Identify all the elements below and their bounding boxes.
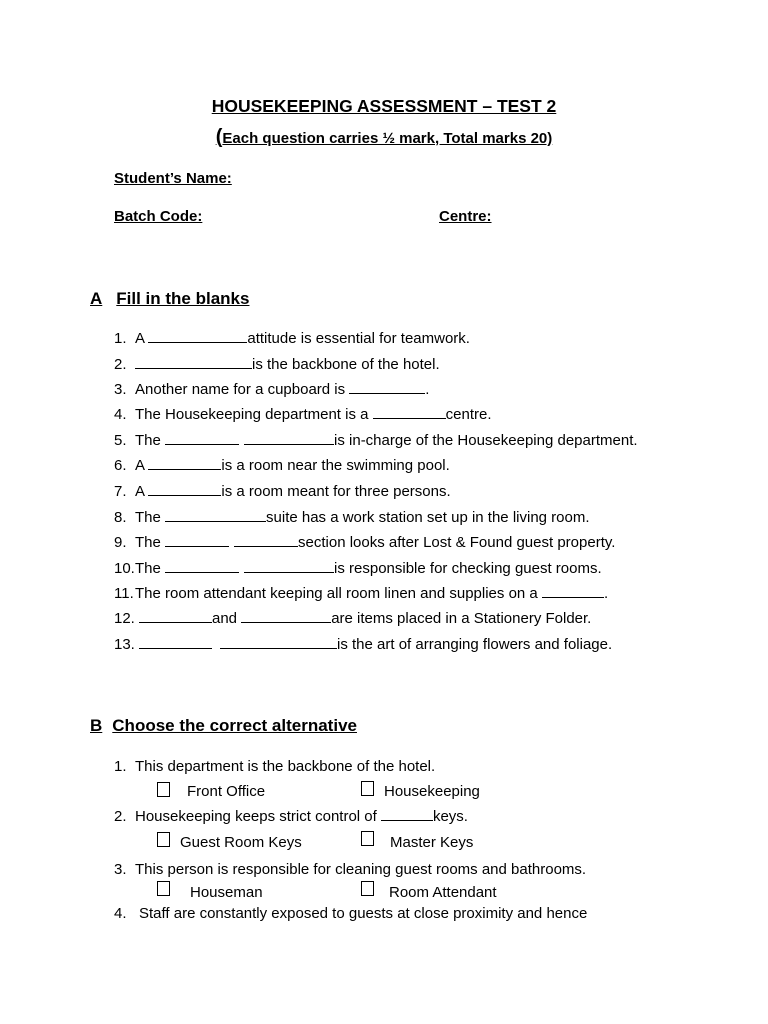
blank-line[interactable] [244,560,334,573]
mcq-question-3: 3. This person is responsible for cleaning guest rooms and bathrooms. [114,861,587,878]
subtitle-text: Each question carries ½ mark, Total marks 20) [222,130,553,147]
mcq-question-4: 4. Staff are constantly exposed to guests at close proximity and hence [114,905,588,922]
section-a-header [90,289,249,309]
blank-line[interactable] [165,432,239,445]
fill-question-6: 6. A is a room near the swimming pool. [114,457,450,474]
blank-line[interactable] [165,560,239,573]
mcq-question-2: 2. Housekeeping keeps strict control of keys. [114,808,468,825]
checkbox-front-office[interactable] [157,782,170,797]
section-a-letter: A [90,289,103,308]
blank-line[interactable] [165,509,266,522]
blank-line[interactable] [244,432,334,445]
blank-line[interactable] [135,356,252,369]
section-b-heading: Choose the correct alternative [112,716,357,735]
blank-line[interactable] [542,585,604,598]
fill-question-13: 13. is the art of arranging flowers and foliage. [114,636,613,653]
checkbox-master-keys[interactable] [361,831,374,846]
blank-line[interactable] [148,483,221,496]
fill-question-3: 3. Another name for a cupboard is . [114,381,430,398]
fill-question-2: 2. is the backbone of the hotel. [114,356,440,373]
blank-line[interactable] [373,406,446,419]
checkbox-housekeeping[interactable] [361,781,374,796]
fill-question-4: 4. The Housekeeping department is a centre. [114,406,492,423]
blank-line[interactable] [349,381,425,394]
page-title: HOUSEKEEPING ASSESSMENT – TEST 2 [211,96,557,116]
section-b-letter: B [90,716,103,735]
student-name-label: Student’s Name: [114,170,232,187]
blank-line[interactable] [234,534,298,547]
blank-line[interactable] [165,534,229,547]
checkbox-houseman[interactable] [157,881,170,896]
blank-line[interactable] [241,610,331,623]
option-houseman: Houseman [190,884,263,901]
fill-question-8: 8. The suite has a work station set up in the living room. [114,509,590,526]
fill-question-5: 5. The is in-charge of the Housekeeping department. [114,432,638,449]
page-subtitle [0,126,768,149]
option-room-attendant: Room Attendant [389,884,497,901]
section-b-header [90,716,357,736]
fill-question-11: 11.The room attendant keeping all room linen and supplies on a . [114,585,609,602]
centre-label: Centre: [439,208,492,225]
checkbox-room-attendant[interactable] [361,881,374,896]
blank-line[interactable] [148,457,221,470]
fill-question-1: 1. A attitude is essential for teamwork. [114,330,470,347]
option-front-office: Front Office [187,783,266,800]
fill-question-7: 7. A is a room meant for three persons. [114,483,451,500]
fill-question-9: 9. The section looks after Lost & Found guest property. [114,534,616,551]
blank-line[interactable] [220,636,337,649]
blank-line[interactable] [139,610,212,623]
blank-line[interactable] [139,636,212,649]
option-master-keys: Master Keys [390,834,474,851]
batch-code-label: Batch Code: [114,208,203,225]
checkbox-guest-room-keys[interactable] [157,832,170,847]
subtitle-paren: ( [215,126,223,148]
option-housekeeping: Housekeeping [384,783,480,800]
blank-line[interactable] [148,330,247,343]
fill-question-10: 10.The is responsible for checking guest rooms. [114,560,602,577]
section-a-heading: Fill in the blanks [116,289,250,308]
blank-line[interactable] [381,808,433,821]
option-guest-room-keys: Guest Room Keys [180,834,302,851]
fill-question-12: 12. and are items placed in a Stationery Folder. [114,610,592,627]
mcq-question-1: 1. This department is the backbone of the hotel. [114,758,436,775]
